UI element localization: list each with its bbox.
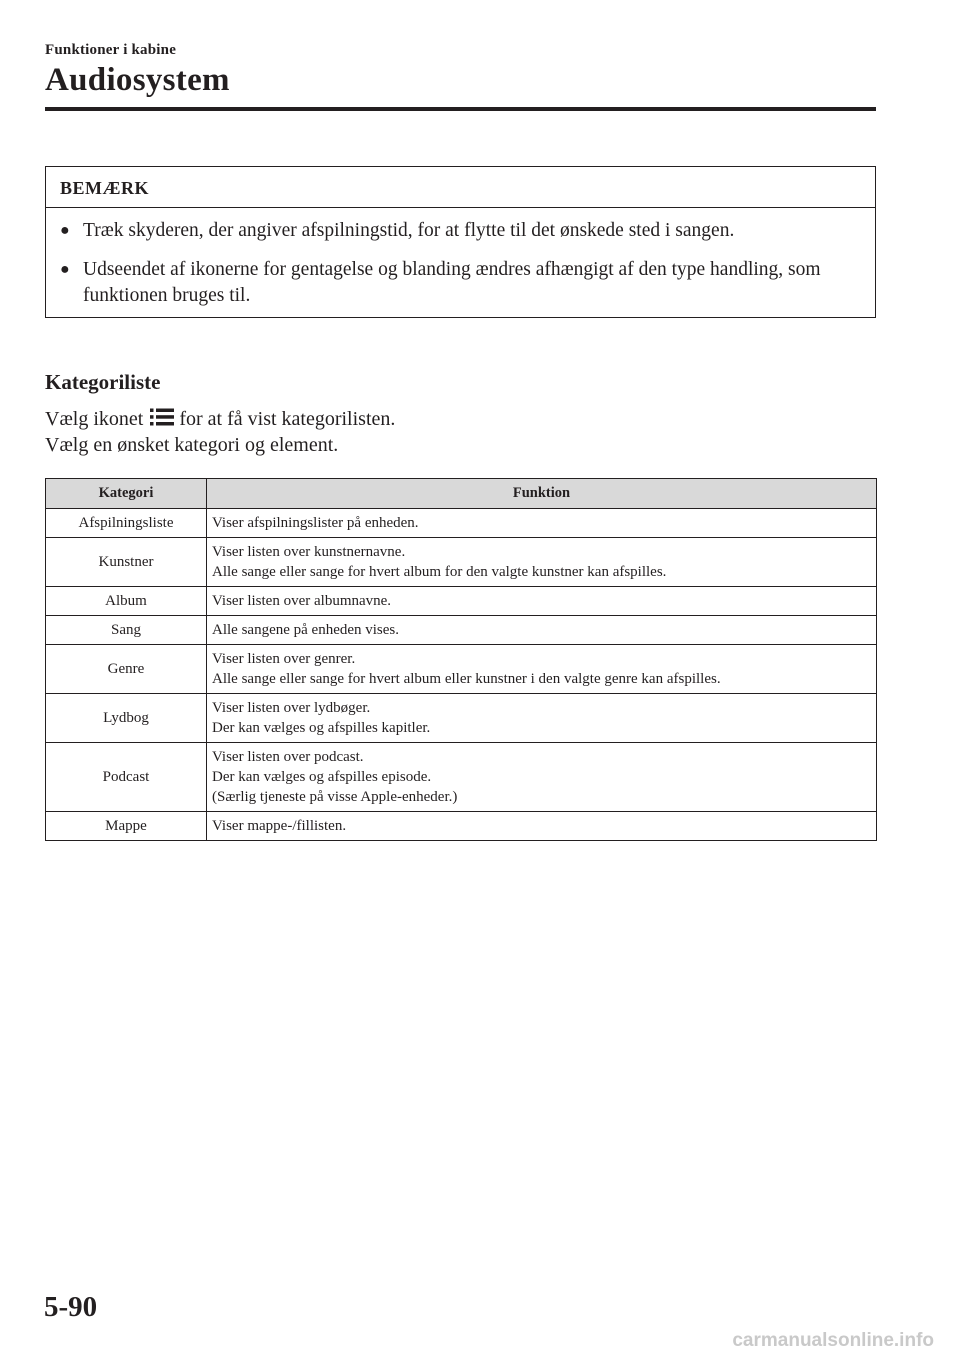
function-line: Viser listen over albumnavne. — [212, 593, 392, 609]
intro-line-1-before: Vælg ikonet — [45, 408, 144, 430]
table-row — [46, 616, 877, 645]
function-line: Der kan vælges og afspilles episode. — [212, 769, 432, 785]
intro-line-1 — [45, 406, 395, 432]
column-header-category: Kategori — [46, 479, 207, 509]
function-cell — [207, 645, 877, 694]
function-line: Viser listen over genrer. — [212, 651, 356, 667]
category-cell: Podcast — [46, 743, 207, 812]
title-rule — [45, 107, 876, 111]
page-number: 5-90 — [44, 1291, 98, 1323]
function-line: Viser listen over podcast. — [212, 749, 364, 765]
table-row — [46, 645, 877, 694]
function-cell — [207, 587, 877, 616]
category-cell: Album — [46, 587, 207, 616]
function-line: Alle sange eller sange for hvert album eller kunstner i den valgte genre kan afspilles. — [212, 671, 721, 687]
note-box — [45, 166, 876, 318]
column-header-function: Funktion — [207, 479, 877, 509]
note-item — [60, 257, 861, 309]
function-cell — [207, 509, 877, 538]
category-cell: Kunstner — [46, 538, 207, 587]
note-heading: BEMÆRK — [46, 167, 875, 208]
note-item — [60, 218, 861, 244]
function-line: Viser afspilningslister på enheden. — [212, 515, 419, 531]
table-header-row — [46, 479, 877, 509]
table-row — [46, 538, 877, 587]
bullet-icon: ● — [60, 222, 70, 239]
function-cell — [207, 538, 877, 587]
page-title: Audiosystem — [45, 62, 230, 98]
function-line: Viser listen over kunstnernavne. — [212, 544, 406, 560]
category-cell: Mappe — [46, 812, 207, 841]
table-row — [46, 743, 877, 812]
category-cell: Sang — [46, 616, 207, 645]
function-line: Alle sange eller sange for hvert album for den valgte kunstner kan afspilles. — [212, 564, 667, 580]
function-line: Viser mappe-/fillisten. — [212, 818, 347, 834]
list-icon — [149, 407, 175, 427]
category-list-heading: Kategoriliste — [45, 370, 161, 394]
function-line: Viser listen over lydbøger. — [212, 700, 371, 716]
table-row — [46, 587, 877, 616]
note-item-text: Træk skyderen, der angiver afspilningstid, for at flytte til det ønskede sted i sangen. — [83, 220, 735, 241]
note-list — [46, 208, 875, 309]
function-cell — [207, 812, 877, 841]
function-cell — [207, 616, 877, 645]
table-row — [46, 694, 877, 743]
category-cell: Genre — [46, 645, 207, 694]
category-table — [45, 478, 877, 841]
bullet-icon: ● — [60, 261, 70, 278]
function-cell — [207, 743, 877, 812]
intro-line-1-after: for at få vist kategorilisten. — [179, 408, 396, 430]
function-cell — [207, 694, 877, 743]
function-line: (Særlig tjeneste på visse Apple-enheder.) — [212, 789, 458, 805]
category-cell: Lydbog — [46, 694, 207, 743]
category-list-intro — [45, 406, 395, 458]
note-item-text: Udseendet af ikonerne for gentagelse og blanding ændres afhængigt af den type handling, som funktionen bruges til. — [83, 259, 821, 306]
watermark: carmanualsonline.info — [732, 1330, 934, 1351]
function-line: Der kan vælges og afspilles kapitler. — [212, 720, 431, 736]
table-row — [46, 509, 877, 538]
table-row — [46, 812, 877, 841]
section-label: Funktioner i kabine — [45, 42, 177, 58]
function-line: Alle sangene på enheden vises. — [212, 622, 400, 638]
category-cell: Afspilningsliste — [46, 509, 207, 538]
intro-line-2: Vælg en ønsket kategori og element. — [45, 434, 339, 456]
